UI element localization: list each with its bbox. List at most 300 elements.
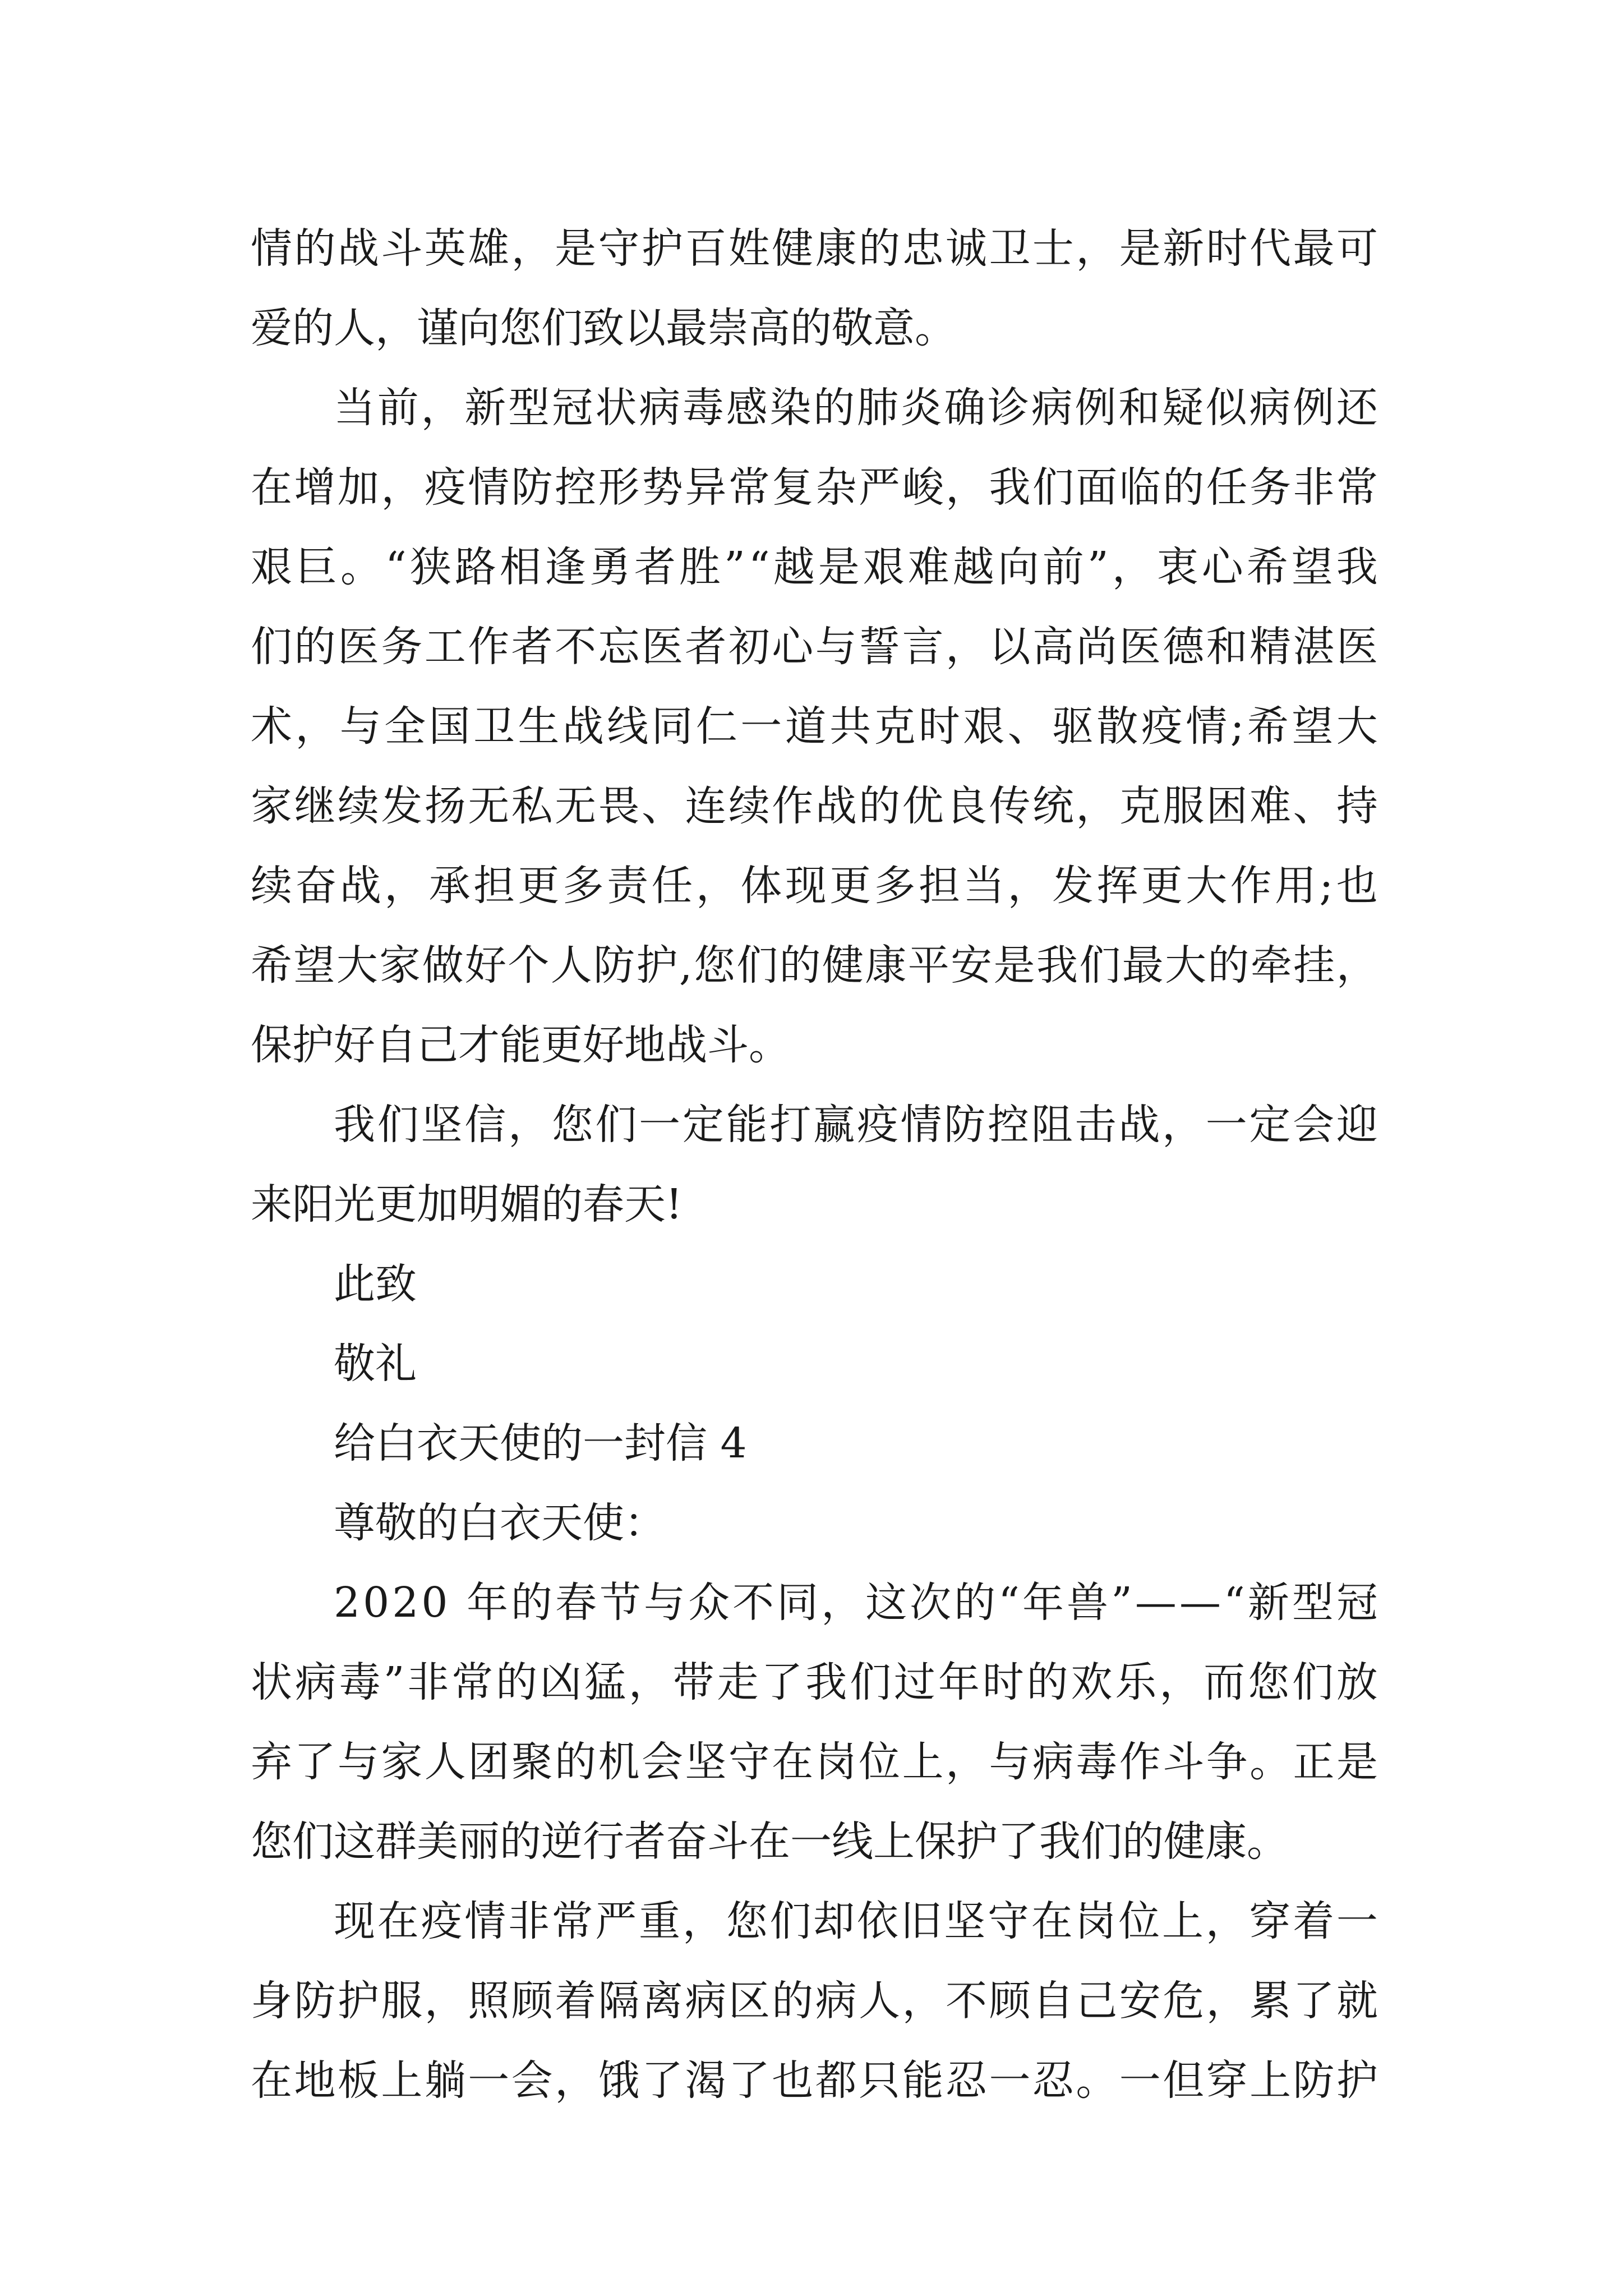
text-glyph: 放 [1336, 1658, 1378, 1706]
text-glyph: 状 [595, 384, 637, 432]
text-glyph: 任 [1206, 463, 1248, 512]
text-line [251, 1563, 1378, 1642]
text-glyph: 位 [1118, 1897, 1160, 1945]
text-glyph: 了 [728, 2056, 770, 2105]
text-glyph: 良 [946, 782, 987, 830]
text-glyph: 勇 [589, 543, 631, 591]
text-glyph: 的 [954, 1579, 996, 1627]
text-line: 此致 [334, 1260, 417, 1308]
text-glyph: 克 [874, 702, 916, 751]
text-glyph: 人 [424, 1738, 466, 1786]
text-glyph: 忠 [902, 224, 944, 273]
text-glyph: 情 [1186, 702, 1228, 751]
text-glyph: 我 [1336, 543, 1378, 591]
text-glyph: 上 [902, 1738, 944, 1786]
text-glyph: 聚 [511, 1738, 553, 1786]
text-glyph: 们 [850, 1658, 892, 1706]
text-line: 保护好自己才能更好地战斗。 [251, 1021, 790, 1069]
text-glyph: 着 [1293, 1897, 1335, 1945]
text-glyph: 常 [451, 1658, 494, 1706]
text-glyph: 大 [336, 941, 378, 990]
text-glyph: 时 [918, 702, 960, 751]
text-glyph: 好 [464, 941, 506, 990]
text-glyph: 疫 [856, 1101, 898, 1149]
text-glyph: 的 [511, 1579, 552, 1627]
text-glyph: 生 [518, 702, 560, 751]
text-glyph: 冠 [551, 384, 593, 432]
text-glyph: 高 [1032, 623, 1074, 671]
text-glyph: 艰 [251, 543, 292, 591]
text-glyph: 的 [294, 623, 336, 671]
text-glyph: 诚 [946, 224, 987, 273]
text-glyph: 胜 [679, 543, 721, 591]
text-glyph: 士 [1032, 224, 1074, 273]
text-glyph: 心 [772, 623, 814, 671]
text-glyph: 人 [859, 1977, 901, 2025]
text-glyph: ， [1336, 941, 1378, 990]
text-glyph: 代 [1249, 224, 1292, 273]
text-glyph: 年 [466, 1579, 508, 1627]
text-glyph: ， [1076, 224, 1118, 273]
text-glyph: 连 [685, 782, 727, 830]
text-glyph: ” [1087, 543, 1109, 591]
text-glyph: 挂 [1293, 941, 1335, 990]
text-glyph: 您 [726, 1897, 768, 1945]
text-glyph: 家 [381, 1738, 423, 1786]
text-glyph: 过 [893, 1658, 935, 1706]
text-glyph: 在 [772, 1738, 814, 1786]
text-glyph: 忍 [946, 2056, 987, 2105]
text-glyph: 更 [829, 862, 872, 910]
text-glyph: 也 [1336, 862, 1378, 910]
text-glyph: 。 [340, 543, 382, 591]
text-line [251, 2041, 1378, 2120]
text-glyph: 作 [772, 782, 814, 830]
text-glyph: 次 [910, 1579, 952, 1627]
text-glyph: 时 [1206, 224, 1248, 273]
text-glyph: 控 [988, 1101, 1030, 1149]
text-line [251, 1085, 1378, 1165]
text-glyph: 情 [251, 224, 292, 273]
text-glyph: 躺 [424, 2056, 466, 2105]
text-glyph: 希 [1246, 543, 1288, 591]
text-glyph: 欢 [1071, 1658, 1113, 1706]
text-glyph: 现 [785, 862, 827, 910]
text-glyph: 无 [468, 782, 510, 830]
text-line [251, 527, 1378, 607]
text-glyph: 争 [1206, 1738, 1248, 1786]
text-glyph: ， [421, 384, 463, 432]
text-glyph: 岗 [815, 1738, 857, 1786]
text-glyph: 道 [785, 702, 827, 751]
text-glyph: 更 [1141, 862, 1183, 910]
text-glyph: 守 [598, 224, 640, 273]
text-glyph: 而 [1204, 1658, 1246, 1706]
text-glyph: 与 [337, 1738, 379, 1786]
text-glyph: 这 [865, 1579, 907, 1627]
text-glyph: 们 [1292, 1658, 1334, 1706]
text-glyph: 您 [693, 941, 735, 990]
text-glyph: “ [385, 543, 407, 591]
text-glyph: 多 [562, 862, 604, 910]
text-glyph: 者 [511, 623, 553, 671]
text-glyph: 和 [1206, 623, 1248, 671]
text-glyph: 逢 [544, 543, 586, 591]
text-glyph: 和 [1118, 384, 1160, 432]
text-glyph: 凶 [540, 1658, 582, 1706]
text-glyph: ， [902, 1977, 944, 2025]
text-glyph: 心 [1201, 543, 1243, 591]
text-glyph: ; [1230, 702, 1244, 751]
text-glyph: 雄 [468, 224, 510, 273]
text-glyph: 上 [1161, 1897, 1204, 1945]
text-glyph: 疫 [1141, 702, 1183, 751]
text-glyph: 节 [600, 1579, 642, 1627]
text-glyph: 岗 [1075, 1897, 1117, 1945]
text-glyph: 是 [1119, 224, 1161, 273]
text-glyph: ， [1159, 1658, 1201, 1706]
text-line [251, 607, 1378, 687]
text-glyph: 都 [815, 2056, 857, 2105]
text-glyph: 兽 [1067, 1579, 1109, 1627]
text-glyph: 穿 [1249, 1897, 1291, 1945]
text-glyph: 作 [1119, 1738, 1161, 1786]
text-glyph: 体 [740, 862, 782, 910]
text-glyph: ” [1111, 1579, 1132, 1627]
text-glyph: 峻 [902, 463, 944, 512]
text-glyph: ， [1205, 1897, 1247, 1945]
text-glyph: 就 [1336, 1977, 1378, 2025]
text-glyph: 卫 [473, 702, 515, 751]
text-glyph: 相 [499, 543, 541, 591]
text-glyph: 希 [251, 941, 292, 990]
text-glyph: ， [508, 1101, 550, 1149]
text-glyph: 依 [856, 1897, 898, 1945]
text-glyph: 坚 [421, 1101, 463, 1149]
text-glyph: 常 [728, 463, 770, 512]
text-line [251, 1881, 1378, 1961]
text-glyph: 毒 [682, 384, 724, 432]
text-glyph: 的 [813, 384, 855, 432]
text-glyph: 会 [641, 1738, 683, 1786]
text-glyph: 做 [422, 941, 464, 990]
text-glyph: 续 [251, 862, 292, 910]
text-glyph: 加 [337, 463, 379, 512]
text-glyph: 责 [607, 862, 649, 910]
text-glyph: 形 [598, 463, 640, 512]
text-glyph: ， [424, 1977, 466, 2025]
text-glyph: 却 [813, 1897, 855, 1945]
text-glyph: ， [555, 2056, 597, 2105]
text-glyph: 春 [555, 1579, 597, 1627]
text-glyph: 年 [1022, 1579, 1064, 1627]
text-glyph: 肺 [856, 384, 898, 432]
text-glyph: 在 [1031, 1897, 1073, 1945]
text-glyph: 感 [726, 384, 768, 432]
text-glyph: 地 [294, 2056, 336, 2105]
text-glyph: 牵 [1250, 941, 1292, 990]
text-glyph: 是 [993, 941, 1035, 990]
text-glyph: 医 [1336, 623, 1378, 671]
text-glyph: 们 [736, 941, 778, 990]
text-glyph: 冠 [1336, 1579, 1378, 1627]
text-glyph: 一 [740, 702, 782, 751]
text-glyph: 病 [639, 384, 681, 432]
text-glyph: 2 [392, 1579, 419, 1627]
text-line [251, 766, 1378, 846]
text-glyph: 守 [988, 1897, 1030, 1945]
text-glyph: 上 [1249, 2056, 1292, 2105]
text-glyph: 增 [294, 463, 336, 512]
text-glyph: 。 [1076, 2056, 1118, 2105]
text-glyph: 正 [1293, 1738, 1335, 1786]
text-glyph: 大 [1336, 702, 1378, 751]
text-glyph: ， [1007, 862, 1049, 910]
text-line: 给白衣天使的一封信 4 [334, 1419, 747, 1467]
text-glyph: 疫 [421, 1897, 463, 1945]
text-glyph: 病 [1031, 384, 1073, 432]
text-glyph: 不 [946, 1977, 987, 2025]
text-line [251, 448, 1378, 527]
text-glyph: 照 [468, 1977, 510, 2025]
text-glyph: 发 [381, 782, 423, 830]
text-glyph: ; [1319, 862, 1334, 910]
text-glyph: 续 [728, 782, 770, 830]
text-glyph: “ [748, 543, 770, 591]
text-glyph: 新 [1247, 1579, 1289, 1627]
text-glyph: 区 [728, 1977, 770, 2025]
text-glyph: ， [511, 224, 553, 273]
text-glyph: 与 [989, 1738, 1031, 1786]
text-glyph: 线 [607, 702, 649, 751]
text-glyph: 困 [1206, 782, 1248, 830]
text-glyph: 姓 [728, 224, 770, 273]
text-glyph: 病 [1249, 384, 1291, 432]
text-glyph: 年 [938, 1658, 980, 1706]
text-glyph: 渴 [685, 2056, 727, 2105]
text-glyph: 病 [294, 1658, 336, 1706]
text-glyph: 们 [377, 1101, 419, 1149]
text-glyph: 医 [641, 623, 683, 671]
text-glyph: 防 [1293, 2056, 1335, 2105]
text-glyph: 一 [1119, 2056, 1161, 2105]
text-line: 来阳光更加明媚的春天! [251, 1180, 683, 1228]
text-glyph: 越 [773, 543, 815, 591]
text-glyph: 0 [363, 1579, 390, 1627]
text-glyph: 守 [728, 1738, 770, 1786]
text-glyph: 顾 [511, 1977, 553, 2025]
text-glyph: 己 [1076, 1977, 1118, 2025]
text-glyph: 我 [805, 1658, 847, 1706]
text-glyph: 作 [1230, 862, 1272, 910]
text-glyph: 国 [428, 702, 471, 751]
text-glyph: 路 [454, 543, 496, 591]
text-glyph: 者 [685, 623, 727, 671]
text-glyph: 带 [672, 1658, 714, 1706]
text-glyph: 饿 [598, 2056, 640, 2105]
text-glyph: 情 [464, 1897, 506, 1945]
text-glyph: 杂 [815, 463, 857, 512]
text-glyph: 会 [511, 2056, 553, 2105]
text-glyph: 同 [651, 702, 693, 751]
text-glyph: 状 [251, 1658, 292, 1706]
text-glyph: ， [946, 623, 987, 671]
text-glyph: 康 [815, 224, 857, 273]
text-line [251, 1961, 1378, 2041]
text-glyph: 可 [1336, 224, 1378, 273]
text-glyph: 共 [829, 702, 872, 751]
text-glyph: 型 [1292, 1579, 1334, 1627]
text-glyph [450, 1563, 464, 1642]
text-glyph: 湛 [1293, 623, 1335, 671]
text-glyph: 向 [997, 543, 1039, 591]
text-glyph: 上 [381, 2056, 423, 2105]
text-glyph: 护 [337, 1977, 379, 2025]
text-glyph: 新 [1163, 224, 1205, 273]
text-glyph: 医 [337, 623, 379, 671]
text-glyph: ， [946, 1738, 987, 1786]
text-glyph: 我 [989, 463, 1031, 512]
document-body [251, 209, 1378, 2120]
text-glyph: 例 [1293, 384, 1335, 432]
text-glyph: 会 [1293, 1101, 1335, 1149]
text-glyph: 克 [1119, 782, 1161, 830]
text-glyph: 平 [907, 941, 949, 990]
text-glyph: 斗 [381, 224, 423, 273]
text-glyph: 走 [717, 1658, 759, 1706]
text-glyph: 安 [1119, 1977, 1161, 2025]
text-glyph: 隔 [598, 1977, 640, 2025]
text-glyph: 望 [293, 941, 335, 990]
text-glyph: 严 [859, 463, 901, 512]
text-glyph: 势 [641, 463, 683, 512]
text-glyph: 优 [902, 782, 944, 830]
text-glyph: 、 [1293, 782, 1335, 830]
text-glyph: 当 [963, 862, 1005, 910]
text-glyph: 的 [779, 941, 821, 990]
text-glyph: 者 [634, 543, 676, 591]
text-glyph: 大 [1165, 941, 1207, 990]
text-glyph: 毒 [1076, 1738, 1118, 1786]
text-glyph: 还 [1336, 384, 1378, 432]
text-glyph: 面 [1076, 463, 1118, 512]
text-glyph: 奋 [295, 862, 337, 910]
text-glyph: ， [381, 463, 423, 512]
text-glyph: 与 [815, 623, 857, 671]
text-glyph: 的 [859, 224, 901, 273]
text-glyph: 百 [685, 224, 727, 273]
text-glyph: 私 [511, 782, 553, 830]
text-glyph: 战 [339, 862, 381, 910]
text-glyph: 们 [769, 1897, 811, 1945]
text-glyph: 的 [859, 782, 901, 830]
text-glyph: 防 [593, 941, 635, 990]
text-glyph: 染 [769, 384, 811, 432]
text-glyph: 家 [251, 782, 292, 830]
text-glyph: 不 [732, 1579, 774, 1627]
text-line [251, 1642, 1378, 1722]
text-glyph: 与 [644, 1579, 686, 1627]
text-glyph: 自 [1032, 1977, 1074, 2025]
text-glyph: 阻 [1031, 1101, 1073, 1149]
text-glyph: 更 [518, 862, 560, 910]
text-glyph: 传 [989, 782, 1031, 830]
text-glyph: 了 [294, 1738, 336, 1786]
text-glyph: 仁 [695, 702, 737, 751]
text-glyph: 与 [339, 702, 381, 751]
text-glyph: 继 [294, 782, 336, 830]
text-glyph: 康 [865, 941, 907, 990]
text-glyph: 服 [1163, 782, 1205, 830]
text-glyph: 以 [989, 623, 1031, 671]
text-glyph: 在 [377, 1897, 419, 1945]
text-glyph: 坚 [685, 1738, 727, 1786]
text-glyph: 家 [379, 941, 421, 990]
text-glyph: 承 [428, 862, 471, 910]
text-glyph: 续 [337, 782, 379, 830]
text-glyph: 越 [952, 543, 994, 591]
text-glyph: 弃 [251, 1738, 292, 1786]
text-glyph: 在 [251, 2056, 292, 2105]
text-line [251, 926, 1378, 1005]
text-glyph: 同 [777, 1579, 819, 1627]
text-line [251, 209, 1378, 288]
text-glyph: — [1179, 1579, 1221, 1627]
text-glyph: 临 [1119, 463, 1161, 512]
text-glyph: 希 [1247, 702, 1289, 751]
text-glyph: 发 [1052, 862, 1094, 910]
text-glyph: 危 [1163, 1977, 1205, 2025]
text-glyph: 定 [682, 1101, 724, 1149]
text-glyph: 控 [555, 463, 597, 512]
text-glyph: 大 [1186, 862, 1228, 910]
text-line [251, 368, 1378, 448]
text-glyph: 一 [639, 1101, 681, 1149]
text-glyph: 作 [468, 623, 510, 671]
text-glyph: 是 [818, 543, 860, 591]
text-glyph: 术 [251, 702, 292, 751]
text-glyph: 板 [337, 2056, 379, 2105]
text-glyph: 一 [1336, 1897, 1378, 1945]
text-glyph: 旧 [900, 1897, 942, 1945]
text-glyph: 前 [1042, 543, 1084, 591]
text-glyph: 也 [772, 2056, 814, 2105]
text-glyph: 打 [769, 1101, 811, 1149]
text-glyph: 赢 [813, 1101, 855, 1149]
text-glyph: 您 [551, 1101, 593, 1149]
text-line: 敬礼 [334, 1340, 417, 1388]
text-glyph: 英 [424, 224, 466, 273]
text-glyph: 最 [1122, 941, 1164, 990]
text-glyph: ” [724, 543, 745, 591]
text-glyph: 一 [1205, 1101, 1247, 1149]
text-glyph: — [1135, 1579, 1177, 1627]
text-glyph: 诊 [988, 384, 1030, 432]
text-glyph: 艰 [963, 702, 1005, 751]
text-glyph: 的 [294, 224, 336, 273]
text-line [251, 846, 1378, 926]
text-glyph: 衷 [1156, 543, 1198, 591]
text-glyph: 驱 [1052, 702, 1094, 751]
text-glyph: 情 [900, 1101, 942, 1149]
text-glyph: 非 [1293, 463, 1335, 512]
text-glyph: 是 [555, 224, 597, 273]
text-glyph: 个 [508, 941, 550, 990]
text-glyph: 誓 [859, 623, 901, 671]
text-glyph: 医 [1119, 623, 1161, 671]
text-glyph: 扬 [424, 782, 466, 830]
text-glyph: 持 [1336, 782, 1378, 830]
